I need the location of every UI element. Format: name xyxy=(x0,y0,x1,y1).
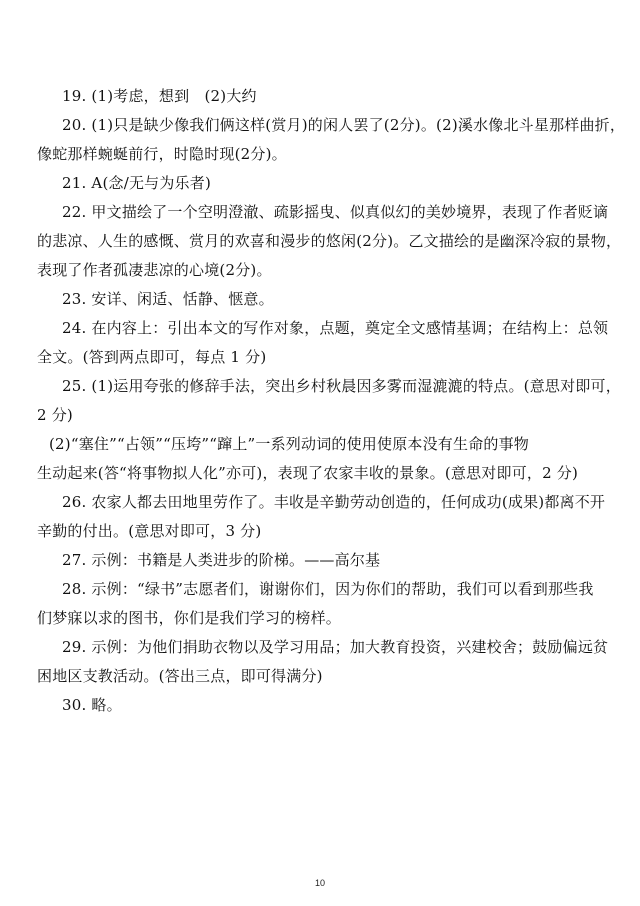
answer-21-line-1: 21. A(念/无与为乐者) xyxy=(62,174,212,192)
answer-27-line-1: 27. 示例：书籍是人类进步的阶梯。——高尔基 xyxy=(62,551,381,569)
answer-24-line-1: 24. 在内容上：引出本文的写作对象，点题，奠定全文感情基调；在结构上：总领 xyxy=(62,319,609,337)
answer-25-line-2: 2 分) xyxy=(37,406,73,424)
answer-key xyxy=(37,82,626,720)
answer-26-line-1: 26. 农家人都去田地里劳作了。丰收是辛勤劳动创造的，任何成功(成果)都离不开 xyxy=(62,493,606,511)
page-number: 10 xyxy=(314,878,325,888)
answer-25-part2-line-2: 生动起来(答“将事物拟人化”亦可)，表现了农家丰收的景象。(意思对即可，2 分) xyxy=(37,464,579,482)
answer-22-line-2: 的悲凉、人生的感慨、赏月的欢喜和漫步的悠闲(2分)。乙文描绘的是幽深冷寂的景物， xyxy=(37,232,622,250)
answer-29-line-2: 困地区支教活动。(答出三点，即可得满分) xyxy=(37,667,323,685)
answer-24-line-2: 全文。(答到两点即可，每点 1 分) xyxy=(37,348,267,366)
answer-19-line-1: 19. (1)考虑，想到 (2)大约 xyxy=(62,87,257,105)
answer-25-line-1: 25. (1)运用夸张的修辞手法，突出乡村秋晨因多雾而湿漉漉的特点。(意思对即可， xyxy=(62,377,621,395)
answer-20-line-2: 像蛇那样蜿蜒前行，时隐时现(2分)。 xyxy=(37,145,287,163)
answer-22-line-1: 22. 甲文描绘了一个空明澄澈、疏影摇曳、似真似幻的美妙境界，表现了作者贬谪 xyxy=(62,203,609,221)
answer-28-line-1: 28. 示例：“绿书”志愿者们，谢谢你们，因为你们的帮助，我们可以看到那些我 xyxy=(62,580,594,598)
answer-30-line-1: 30. 略。 xyxy=(62,696,122,714)
answer-23-line-1: 23. 安详、闲适、恬静、惬意。 xyxy=(62,290,274,308)
answer-22-line-3: 表现了作者孤凄悲凉的心境(2分)。 xyxy=(37,261,272,279)
answer-25-part2-line-1: (2)“塞住”“占领”“压垮”“蹿上”一系列动词的使用使原本没有生命的事物 xyxy=(49,435,529,453)
answer-26-line-2: 辛勤的付出。(意思对即可，3 分) xyxy=(37,522,262,540)
answer-28-line-2: 们梦寐以求的图书，你们是我们学习的榜样。 xyxy=(37,609,342,627)
answer-20-line-1: 20. (1)只是缺少像我们俩这样(赏月)的闲人罢了(2分)。(2)溪水像北斗星那样曲折， xyxy=(62,116,626,134)
answer-29-line-1: 29. 示例：为他们捐助衣物以及学习用品；加大教育投资，兴建校舍；鼓励偏远贫 xyxy=(62,638,609,656)
